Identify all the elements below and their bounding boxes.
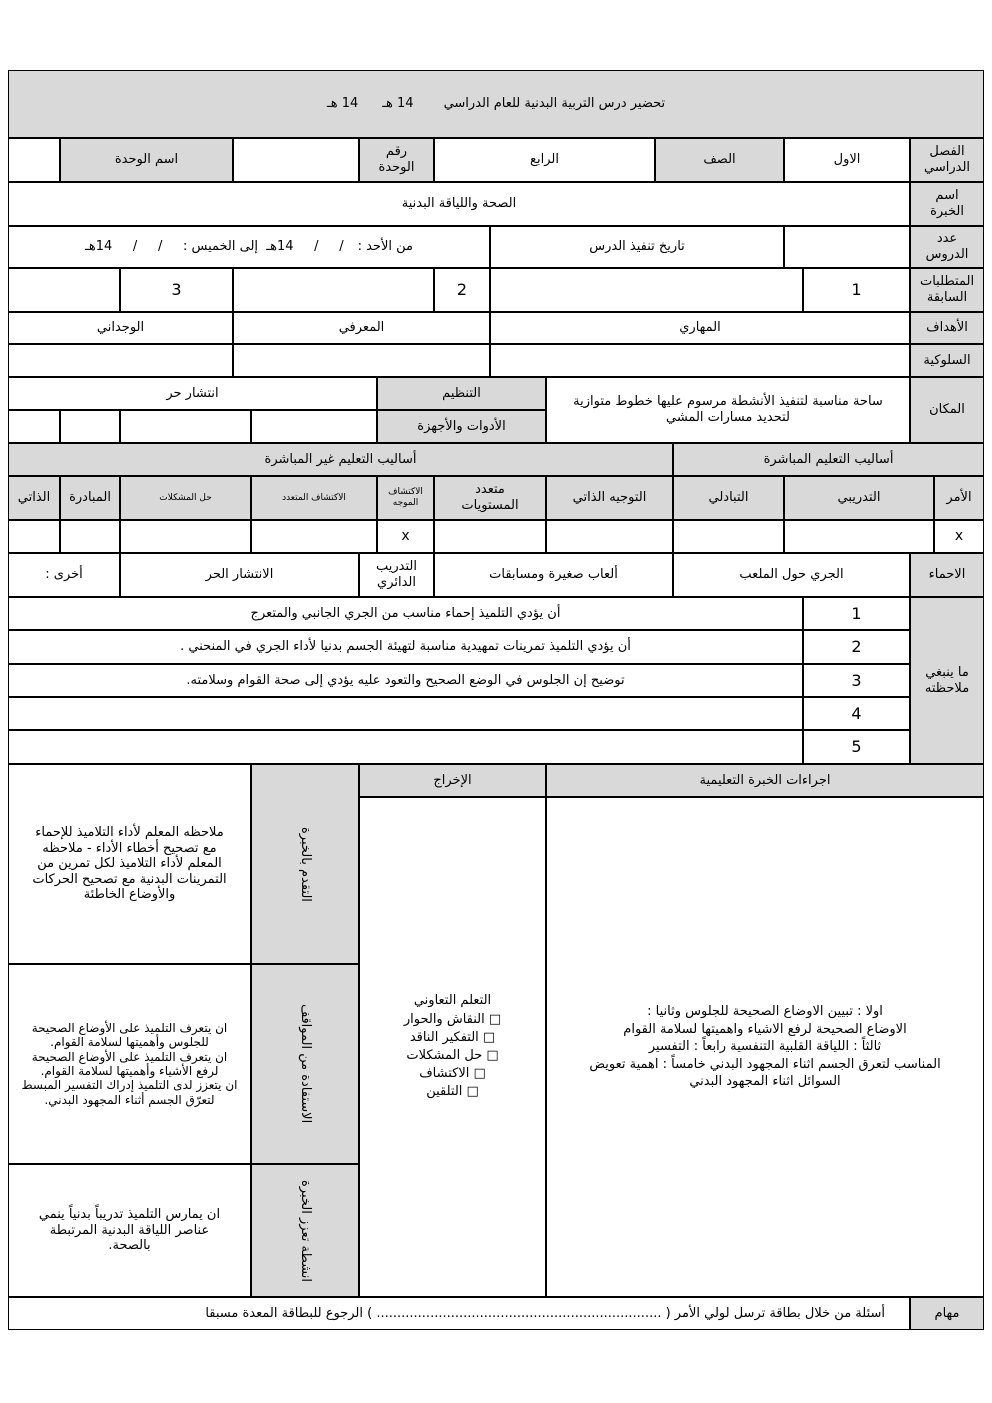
warmup-option-run: الجري حول الملعب (673, 553, 910, 597)
method-divergent-discovery: الاكتشاف المتعدد (251, 476, 377, 520)
mark-practice (784, 520, 934, 553)
organization-label: التنظيم (377, 377, 546, 410)
assess-activities-label (251, 1164, 359, 1297)
observe-text-2: أن يؤدي التلميذ تمرينات تمهيدية مناسبة لتهيئة الجسم بدنيا لأداء الجري في المنحني . (8, 630, 803, 664)
behavioral-label: السلوكية (910, 344, 984, 377)
lesson-date-label: تاريخ تنفيذ الدرس (490, 226, 784, 268)
goal-affective-head: الوجداني (8, 312, 233, 344)
observe-text-4 (8, 697, 803, 730)
lessons-count-value (784, 226, 910, 268)
prerequisites-label: المتطلبات السابقة (910, 268, 984, 312)
grade-label: الصف (655, 138, 784, 182)
output-item-instruction: □ التلقين (426, 1084, 479, 1100)
assess-progress-label (251, 764, 359, 964)
method-problem-solving: حل المشكلات (120, 476, 251, 520)
lesson-date-range (8, 226, 490, 268)
method-guided-discovery: الاكتشاف الموجه (377, 476, 434, 520)
header-year-2: 14 هـ (326, 96, 359, 112)
output-list (359, 797, 546, 1297)
assess-progress-label-text: التقدم بالخبرة (297, 826, 313, 902)
assess-activities-label-text: انشطة تعزز الخبرة (297, 1179, 313, 1282)
mark-inclusion (434, 520, 546, 553)
prerequisite-1-value (490, 268, 803, 312)
warmup-option-other: أخرى : (8, 553, 120, 597)
mark-problem-solving (120, 520, 251, 553)
goal-cognitive-value (233, 344, 490, 377)
prerequisite-3-number: 3 (120, 268, 233, 312)
assess-benefit-label-text: الاستفادة من المواقف (297, 1004, 313, 1124)
experience-label: اسم الخبرة (910, 182, 984, 226)
goal-skill-value (490, 344, 910, 377)
tools-cell-1 (251, 410, 377, 443)
mark-self-check (546, 520, 673, 553)
output-item-critical-thinking: □ التفكير الناقد (409, 1029, 496, 1045)
prerequisite-3-value (8, 268, 120, 312)
observe-number-3: 3 (803, 664, 910, 697)
method-practice: التدريبي (784, 476, 934, 520)
tools-label: الأدوات والأجهزة (377, 410, 546, 443)
observe-number-4: 4 (803, 697, 910, 730)
observe-label: ما ينبغي ملاحظته (910, 597, 984, 764)
output-title: التعلم التعاوني (413, 993, 492, 1009)
indirect-methods-head: أساليب التعليم غير المباشرة (8, 443, 673, 476)
unit-number-label: رقم الوحدة (359, 138, 434, 182)
place-value: ساحة مناسبة لتنفيذ الأنشطة مرسوم عليها خطوط متوازية لتحديد مسارات المشي (546, 377, 910, 443)
mark-divergent-discovery (251, 520, 377, 553)
term-label: الفصل الدراسي (910, 138, 984, 182)
term-value: الاول (784, 138, 910, 182)
warmup-option-circuit: التدريب الدائري (359, 553, 434, 597)
method-initiative: المبادرة (60, 476, 120, 520)
mark-self (8, 520, 60, 553)
observe-text-1: أن يؤدي التلميذ إحماء مناسب من الجري الجانبي والمتعرج (8, 597, 803, 630)
output-item-discussion: □ النقاش والحوار (403, 1011, 502, 1027)
goals-label: الأهداف (910, 312, 984, 344)
lesson-plan-sheet (8, 70, 984, 1330)
goal-affective-value (8, 344, 233, 377)
lessons-count-label: عدد الدروس (910, 226, 984, 268)
method-self-check: التوجيه الذاتي (546, 476, 673, 520)
prerequisite-2-value (233, 268, 434, 312)
method-reciprocal: التبادلي (673, 476, 784, 520)
assess-progress-text: ملاحظه المعلم لأداء التلاميذ للإحماء مع تصحيح أخطاء الأداء - ملاحظه المعلم لأداء التلاميذ لكل تمرين من التمرينات البدنية مع تصحيح الحركات والأوضاع الخاطئة (8, 764, 251, 964)
direct-methods-head: أساليب التعليم المباشرة (673, 443, 984, 476)
header-title: تحضير درس التربية البدنية للعام الدراسي (443, 96, 666, 112)
tasks-text: أسئلة من خلال بطاقة ترسل لولي الأمر ( ..................................................................... ) الرجوع للبطاقة المعدة مسبقا (8, 1297, 910, 1330)
goal-skill-head: المهاري (490, 312, 910, 344)
procedures-head: اجراءات الخبرة التعليمية (546, 764, 984, 797)
experience-value: الصحة واللياقة البدنية (8, 182, 910, 226)
mark-guided-discovery: x (377, 520, 434, 553)
method-command: الأمر (934, 476, 984, 520)
tools-cell-2 (120, 410, 251, 443)
assess-benefit-label (251, 964, 359, 1164)
unit-name-value (8, 138, 60, 182)
date-from-label: من الأحد : (357, 239, 413, 255)
warmup-option-free: الانتشار الحر (120, 553, 359, 597)
header-year-1: 14 هـ (382, 96, 414, 112)
goal-cognitive-head: المعرفي (233, 312, 490, 344)
tools-cell-4 (8, 410, 60, 443)
output-head: الإخراج (359, 764, 546, 797)
observe-text-5 (8, 730, 803, 764)
unit-name-label: اسم الوحدة (60, 138, 233, 182)
method-self: الذاتي (8, 476, 60, 520)
prerequisite-2-number: 2 (434, 268, 490, 312)
unit-number-value (233, 138, 359, 182)
observe-number-1: 1 (803, 597, 910, 630)
tools-cell-3 (60, 410, 120, 443)
assess-benefit-text: ان يتعرف التلميذ على الأوضاع الصحيحة للجلوس وأهميتها لسلامة القوام. ان يتعرف التلميذ على الأوضاع الصحيحة لرفع الأشياء وأهميتها لسلامة القوام. ان يتعزز لدى التلميذ إدراك التفسير المبسط لتعرّق الجسم أثناء المجهود البدني. (8, 964, 251, 1164)
warmup-option-games: ألعاب صغيرة ومسابقات (434, 553, 673, 597)
assess-activities-text: ان يمارس التلميذ تدريباً بدنياً ينمي عناصر اللياقة البدنية المرتبطة بالصحة. (8, 1164, 251, 1297)
date-range-value: / / 14هـ إلى الخميس : / / 14هـ (85, 239, 344, 255)
prerequisite-1-number: 1 (803, 268, 910, 312)
observe-text-3: توضيح إن الجلوس في الوضع الصحيح والتعود عليه يؤدي إلى صحة القوام وسلامته. (8, 664, 803, 697)
organization-value: انتشار حر (8, 377, 377, 410)
observe-number-5: 5 (803, 730, 910, 764)
mark-initiative (60, 520, 120, 553)
header-bar (8, 70, 984, 138)
method-inclusion: متعدد المستويات (434, 476, 546, 520)
grade-value: الرابع (434, 138, 655, 182)
mark-reciprocal (673, 520, 784, 553)
observe-number-2: 2 (803, 630, 910, 664)
place-label: المكان (910, 377, 984, 443)
output-item-problem-solving: □ حل المشكلات (406, 1048, 499, 1063)
mark-command: x (934, 520, 984, 553)
tasks-label: مهام (910, 1297, 984, 1330)
procedures-text: اولا : تبيين الاوضاع الصحيحة للجلوس وثانيا : الاوضاع الصحيحة لرفع الاشياء واهميتها لسلامة القوام ثالثاً : اللياقة القلبية التنفسية رابعاً : التفسير المناسب لتعرق الجسم اثناء المجهود البدني خامساً : اهمية تعويض السوائل اثناء المجهود البدني (546, 797, 984, 1297)
warmup-label: الاحماء (910, 553, 984, 597)
output-item-discovery: □ الاكتشاف (419, 1066, 486, 1082)
